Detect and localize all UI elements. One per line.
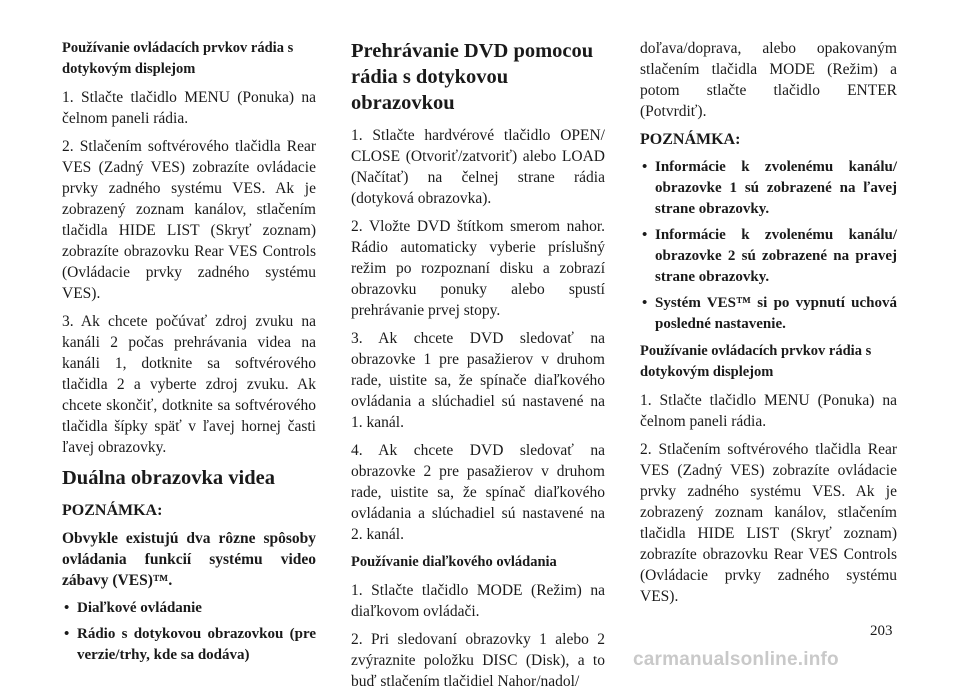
step-paragraph: 1. Stlačte tlačidlo MODE (Režim) na diaľkovom ovládači. [351, 582, 605, 620]
section-heading: Prehrávanie DVD pomocou rádia s dotykovou obrazovkou [351, 40, 594, 114]
step-paragraph: 3. Ak chcete DVD sledovať na obrazovke 1 pre pasažierov v druhom rade, uistite sa, že spínače diaľkového ovládania a slúchadiel sú nastavené na 1. kanál. [351, 330, 605, 431]
step-paragraph: 2. Pri sledovaní obrazovky 1 alebo 2 zvýraznite položku DISC (Disk), a to buď stlačením tlačidiel Nahor/nadol/ [351, 631, 605, 690]
step-paragraph: 2. Vložte DVD štítkom smerom nahor. Rádio automaticky vyberie príslušný režim po rozpoznaní disku a zobrazí obrazovku ponuky alebo spustí prehrávanie prvej stopy. [351, 218, 605, 319]
column-right [640, 38, 897, 614]
bullet-list [62, 598, 316, 666]
bullet-item: • Diaľkové ovládanie [62, 598, 316, 619]
bullet-item: • Informácie k zvolenému kanálu/ obrazovke 1 sú zobrazené na ľavej strane obrazovky. [640, 157, 897, 220]
bullet-item: • Informácie k zvolenému kanálu/ obrazovke 2 sú zobrazené na pravej strane obrazovky. [640, 225, 897, 288]
step-paragraph: 1. Stlačte tlačidlo MENU (Ponuka) na čelnom paneli rádia. [62, 89, 316, 127]
step-paragraph: 1. Stlačte tlačidlo MENU (Ponuka) na čelnom paneli rádia. [640, 392, 897, 430]
section-subheading: Používanie ovládacích prvkov rádia s dotykovým displejom [640, 343, 872, 380]
bullet-item: • Systém VES™ si po vypnutí uchová posledné nastavenie. [640, 293, 897, 335]
step-paragraph: 2. Stlačením softvérového tlačidla Rear VES (Zadný VES) zobrazíte ovládacie prvky zadného systému VES. Ak je zobrazený zoznam kanálov, stlačením tlačidla HIDE LIST (Skryť zoznam) zobrazíte obrazovku Rear VES Controls (Ovládacie prvky zadného systému VES). [640, 441, 897, 605]
bullet-list [640, 157, 897, 335]
note-label: POZNÁMKA: [640, 131, 741, 148]
step-paragraph: 3. Ak chcete počúvať zdroj zvuku na kanáli 2 počas prehrávania videa na kanáli 1, dotknite sa softvérového tlačidla 2 a vyberte zdroj zvuku. Ak chcete skončiť, dotknite sa softvérového tlačidla šípky späť v ľavej hornej časti ľavej obrazovky. [62, 313, 316, 456]
step-paragraph: 4. Ak chcete DVD sledovať na obrazovke 2 pre pasažierov v druhom rade, uistite sa, že spínač diaľkového ovládania a slúchadiel sú nastavené na 2. kanál. [351, 442, 605, 543]
step-paragraph: 2. Stlačením softvérového tlačidla Rear VES (Zadný VES) zobrazíte ovládacie prvky zadného systému VES. Ak je zobrazený zoznam kanálov, stlačením tlačidla HIDE LIST (Skryť zoznam) zobrazíte obrazovku Rear VES Controls (Ovládacie prvky zadného systému VES). [62, 138, 316, 302]
section-subheading: Používanie ovládacích prvkov rádia s dotykovým displejom [62, 40, 294, 77]
section-subheading: Používanie diaľkového ovládania [351, 554, 557, 570]
continued-paragraph: doľava/doprava, alebo opakovaným stlačením tlačidla MODE (Režim) a potom stlačte tlačidlo ENTER (Potvrdiť). [640, 40, 897, 120]
column-middle [351, 38, 605, 699]
column-left [62, 38, 316, 672]
watermark: carmanualsonline.info [633, 649, 839, 670]
step-paragraph: 1. Stlačte hardvérové tlačidlo OPEN/ CLOSE (Otvoriť/zatvoriť) alebo LOAD (Načítať) na čelnej strane rádia (dotyková obrazovka). [351, 127, 605, 207]
page-number: 203 [870, 623, 893, 639]
section-heading: Duálna obrazovka videa [62, 467, 275, 489]
note-label: POZNÁMKA: [62, 502, 163, 519]
bullet-item: • Rádio s dotykovou obrazovkou (pre verzie/trhy, kde sa dodáva) [62, 624, 316, 666]
note-text: Obvykle existujú dva rôzne spôsoby ovládania funkcií systému video zábavy (VES)™. [62, 530, 316, 589]
